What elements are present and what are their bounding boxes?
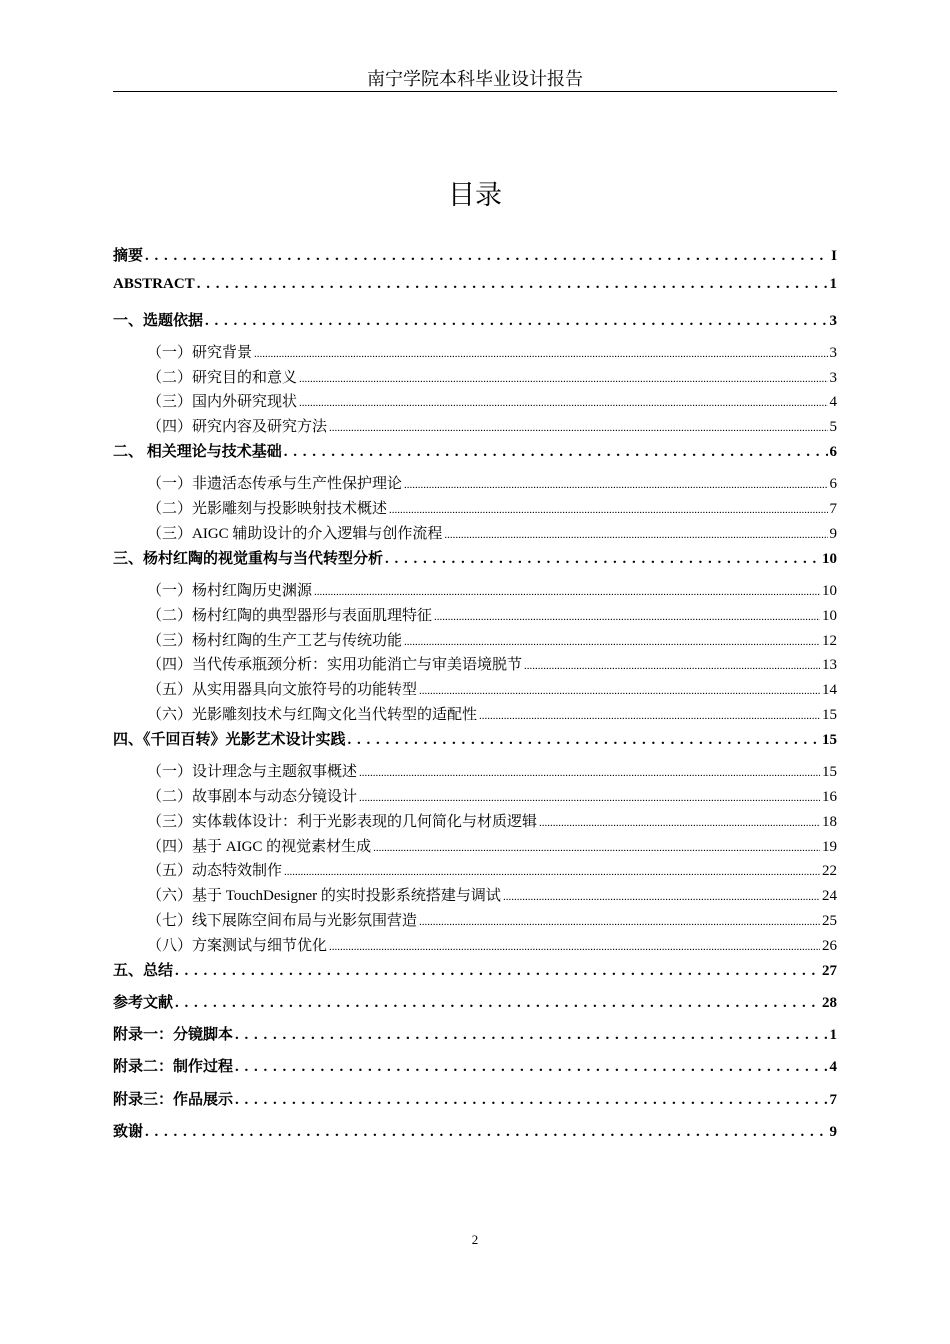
running-header: 南宁学院本科毕业设计报告 [367, 69, 583, 89]
toc-entry-title: 二、 相关理论与技术基础 [113, 444, 282, 461]
toc-entry-page: 5 [829, 419, 837, 436]
toc-entry-title: （二）光影雕刻与投影映射技术概述 [147, 501, 388, 518]
toc-entry-page: 13 [822, 657, 837, 674]
dot-leader [284, 866, 820, 878]
toc-entry-page: 22 [822, 863, 837, 880]
toc-entry-section[interactable] [113, 579, 837, 604]
dot-leader [404, 479, 827, 491]
toc-entry-title: 附录二：制作过程 [113, 1059, 234, 1076]
toc-entry-section[interactable] [113, 909, 837, 934]
dot-leader [348, 732, 820, 749]
toc-entry-title: 摘要 [113, 248, 144, 264]
toc-entry-title: ABSTRACT [113, 276, 195, 293]
toc-entry-page: 1 [829, 1027, 837, 1044]
dot-leader [314, 586, 820, 598]
toc-entry-section[interactable] [113, 835, 837, 860]
toc-entry-section[interactable] [113, 653, 837, 678]
toc-entry-page: 9 [829, 525, 837, 542]
dot-leader [359, 792, 820, 804]
toc-entry-chapter[interactable] [113, 309, 837, 341]
toc-entry-title: （五）动态特效制作 [147, 863, 283, 880]
toc-entry-section[interactable] [113, 415, 837, 440]
toc-entry-title: 附录一：分镜脚本 [113, 1027, 234, 1044]
dot-leader [524, 660, 820, 672]
toc-entry-page: 15 [822, 764, 837, 781]
toc-entry-title: （七）线下展陈空间布局与光影氛围营造 [147, 912, 418, 929]
toc-entry-title: 参考文献 [113, 994, 174, 1011]
toc-entry-section[interactable] [113, 472, 837, 497]
dot-leader [373, 842, 820, 854]
toc-entry-page: 10 [822, 607, 837, 624]
toc-entry-section[interactable] [113, 522, 837, 547]
toc-entry-page: 1 [829, 276, 837, 293]
dot-leader [389, 504, 827, 516]
dot-leader [329, 941, 820, 953]
dot-leader [235, 1092, 827, 1109]
toc-entry-section[interactable] [113, 497, 837, 522]
toc-entry-section[interactable] [113, 760, 837, 785]
dot-leader [419, 685, 820, 697]
dot-leader [145, 248, 829, 265]
toc-entry-title: （二）故事剧本与动态分镜设计 [147, 788, 358, 805]
toc-entry-title: （二）研究目的和意义 [147, 369, 298, 386]
toc-entry-section[interactable] [113, 859, 837, 884]
toc-entry-title: （三）国内外研究现状 [147, 394, 298, 411]
toc-entry-page: 6 [829, 444, 837, 461]
toc-entry-page: 18 [822, 813, 837, 830]
toc-entry-section[interactable] [113, 341, 837, 366]
toc-entry-title: 致谢 [113, 1124, 144, 1140]
toc-entry-title: （六）光影雕刻技术与红陶文化当代转型的适配性 [147, 707, 478, 724]
toc-entry-title: （六）基于 TouchDesigner 的实时投影系统搭建与调试 [147, 888, 501, 905]
toc-entry-page: 16 [822, 788, 837, 805]
toc-entry-page: 10 [822, 550, 837, 567]
toc-entry-title: （三）实体载体设计：利于光影表现的几何简化与材质逻辑 [147, 813, 538, 830]
toc-entry-page: 6 [829, 476, 837, 493]
toc-entry-page: 19 [822, 838, 837, 855]
dot-leader [205, 313, 827, 330]
toc-entry-chapter[interactable] [113, 1023, 837, 1055]
toc-entry-title: （三）杨村红陶的生产工艺与传统功能 [147, 632, 403, 649]
dot-leader [404, 636, 820, 648]
dot-leader [145, 1124, 827, 1141]
toc-entry-page: 28 [822, 994, 837, 1011]
toc-entry-chapter[interactable] [113, 728, 837, 760]
toc-entry-title: 一、选题依据 [113, 312, 204, 329]
toc-entry-title: 五、总结 [113, 962, 174, 979]
dot-leader [235, 1027, 827, 1044]
toc-entry-page: 26 [822, 937, 837, 954]
toc-entry-title: 三、杨村红陶的视觉重构与当代转型分析 [113, 550, 384, 567]
toc-entry-page: 4 [829, 1059, 837, 1076]
dot-leader [175, 995, 820, 1012]
toc-entry-chapter[interactable] [113, 1088, 837, 1120]
toc-entry-section[interactable] [113, 604, 837, 629]
toc-entry-page: 3 [829, 312, 837, 329]
toc-entry-page: 15 [822, 707, 837, 724]
toc-entry-page: 27 [822, 962, 837, 979]
toc-entry-chapter[interactable] [113, 1055, 837, 1087]
toc-entry-section[interactable] [113, 810, 837, 835]
toc-entry-title: （四）研究内容及研究方法 [147, 419, 328, 436]
dot-leader [434, 611, 820, 623]
toc-entry-chapter[interactable] [113, 959, 837, 991]
toc-entry-page: I [831, 248, 837, 264]
toc-entry-title: （四）基于 AIGC 的视觉素材生成 [147, 838, 372, 855]
toc-entry-page: 15 [822, 731, 837, 748]
toc-entry-chapter[interactable] [113, 547, 837, 579]
toc-entry-chapter[interactable] [113, 440, 837, 472]
toc-entry-page: 12 [822, 632, 837, 649]
header-rule [113, 91, 837, 92]
toc-entry-section[interactable] [113, 366, 837, 391]
toc-entry-chapter[interactable] [113, 991, 837, 1023]
dot-leader [444, 529, 827, 541]
toc-entry-chapter[interactable] [113, 244, 837, 276]
toc-entry-page: 7 [829, 501, 837, 518]
toc-entry-title: （三）AIGC 辅助设计的介入逻辑与创作流程 [147, 525, 443, 542]
dot-leader [254, 348, 827, 360]
toc-entry-page: 7 [829, 1091, 837, 1108]
toc-entry-section[interactable] [113, 703, 837, 728]
toc-entry-section[interactable] [113, 678, 837, 703]
dot-leader [385, 551, 820, 568]
toc-entry-section[interactable] [113, 884, 837, 909]
toc-title: 目录 [448, 180, 502, 210]
toc-entry-page: 4 [829, 394, 837, 411]
dot-leader [299, 397, 827, 409]
toc-entry-chapter[interactable] [113, 1120, 837, 1152]
toc-entry-title: （一）非遗活态传承与生产性保护理论 [147, 476, 403, 493]
toc-entry-title: 附录三：作品展示 [113, 1091, 234, 1108]
dot-leader [503, 891, 820, 903]
dot-leader [299, 373, 827, 385]
toc-entry-title: （二）杨村红陶的典型器形与表面肌理特征 [147, 607, 433, 624]
toc-entry-title: （四）当代传承瓶颈分析：实用功能消亡与审美语境脱节 [147, 657, 523, 674]
dot-leader [197, 276, 828, 293]
toc-entry-section[interactable] [113, 629, 837, 654]
dot-leader [479, 710, 820, 722]
toc-entry-chapter[interactable] [113, 276, 837, 308]
toc-entry-title: 四、《千回百转》光影艺术设计实践 [113, 731, 346, 748]
toc-entry-page: 10 [822, 583, 837, 600]
dot-leader [284, 444, 828, 461]
toc-entry-title: （五）从实用器具向文旅符号的功能转型 [147, 682, 418, 699]
toc-entry-page: 25 [822, 912, 837, 929]
dot-leader [175, 963, 820, 980]
dot-leader [329, 422, 827, 434]
toc-entry-section[interactable] [113, 934, 837, 959]
dot-leader [539, 817, 820, 829]
toc-entry-page: 14 [822, 682, 837, 699]
toc-entry-title: （一）研究背景 [147, 344, 253, 361]
dot-leader [419, 916, 820, 928]
toc-entry-title: （一）杨村红陶历史渊源 [147, 583, 313, 600]
toc-entry-page: 3 [829, 369, 837, 386]
toc-entry-title: （八）方案测试与细节优化 [147, 937, 328, 954]
dot-leader [235, 1059, 827, 1076]
toc-entry-section[interactable] [113, 390, 837, 415]
toc-entry-title: （一）设计理念与主题叙事概述 [147, 764, 358, 781]
toc-entry-page: 24 [822, 888, 837, 905]
table-of-contents [113, 244, 837, 1152]
dot-leader [359, 767, 820, 779]
toc-entry-page: 3 [829, 344, 837, 361]
toc-entry-section[interactable] [113, 785, 837, 810]
page-number: 2 [471, 1232, 479, 1247]
toc-entry-page: 9 [829, 1124, 837, 1140]
